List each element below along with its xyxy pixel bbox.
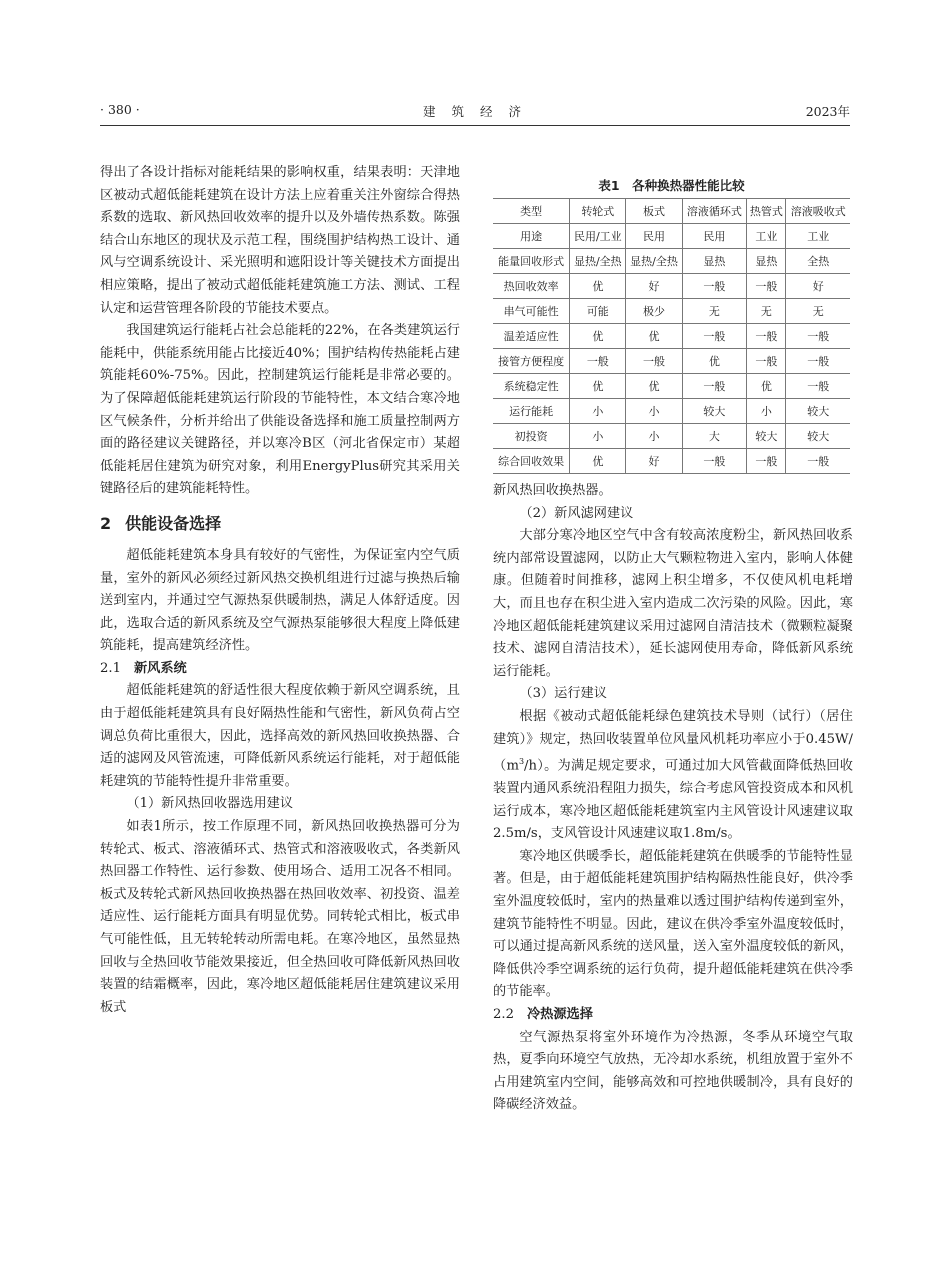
- table-cell: 小: [626, 424, 682, 449]
- table-cell: 优: [626, 324, 682, 349]
- table-cell: 极少: [626, 299, 682, 324]
- table-cell: 系统稳定性: [493, 374, 570, 399]
- paragraph-part: /h）。为满足规定要求，可通过加大风管截面降低热回收装置内通风系统沿程阻力损失，综合考虑风管投资成本和风机运行成本，寒冷地区超低能耗建筑室内主风管设计风速建议取2.5m/s，支风管设计风速建议取1.8m/s。: [493, 758, 853, 842]
- table-cell: 接管方便程度: [493, 349, 570, 374]
- table-cell: 显热: [747, 249, 786, 274]
- table-cell: 好: [786, 274, 850, 299]
- table-cell: 显热: [682, 249, 747, 274]
- table-1: [493, 178, 850, 474]
- table-cell: 串气可能性: [493, 299, 570, 324]
- table-row: [493, 349, 850, 374]
- table-header-row: [493, 199, 850, 224]
- table-header-cell: 溶液循环式: [682, 199, 747, 224]
- header-rule: [100, 125, 850, 126]
- table-header-cell: 热管式: [747, 199, 786, 224]
- table-row: [493, 399, 850, 424]
- table-header-cell: 溶液吸收式: [786, 199, 850, 224]
- table-header-cell: 转轮式: [570, 199, 626, 224]
- paragraph-part: 根据《被动式超低能耗绿色建筑技术导则（试行）（居住建筑）》规定，热回收装置单位风量风机耗功率应小于0.45W/（m: [493, 708, 853, 774]
- sub-heading: （1）新风热回收器选用建议: [126, 796, 294, 812]
- table-row: [493, 224, 850, 249]
- table-cell: 显热/全热: [570, 249, 626, 274]
- sub-heading: （3）运行建议: [519, 686, 607, 702]
- table-cell: 优: [570, 274, 626, 299]
- table-title: 表1 各种换热器性能比较: [598, 178, 745, 193]
- table-cell: 民用: [626, 224, 682, 249]
- table-cell: 小: [570, 424, 626, 449]
- subsection-title: 新风系统: [134, 660, 187, 676]
- table-cell: 较大: [747, 424, 786, 449]
- table-row: [493, 424, 850, 449]
- year: 2023年: [805, 104, 850, 119]
- section-heading: [100, 511, 460, 537]
- table-row: [493, 374, 850, 399]
- page-number: · 380 ·: [100, 102, 140, 117]
- paragraph: 新风热回收换热器。: [493, 483, 612, 498]
- table-row: [493, 324, 850, 349]
- table-cell: 一般: [747, 349, 786, 374]
- table-cell: 优: [626, 374, 682, 399]
- subsection-heading: [493, 1004, 853, 1027]
- paragraph: 我国建筑运行能耗占社会总能耗的22%，在各类建筑运行能耗中，供能系统用能占比接近40%；围护结构传热能耗占建筑能耗60%-75%。因此，控制建筑运行能耗是非常必要的。为了保障超低能耗建筑运行阶段的节能特性，本文结合寒冷地区气候条件，分析并给出了供能设备选择和施工质量控制两方面的路径建议关键路径，并以寒冷B区（河北省保定市）某超低能耗居住建筑为研究对象，利用EnergyPlus研究其采用关键路径后的建筑能耗特性。: [100, 323, 460, 497]
- table-row: [493, 449, 850, 474]
- section-number: 2: [100, 513, 112, 533]
- table-cell: 好: [626, 449, 682, 474]
- table-cell: 一般: [786, 374, 850, 399]
- table-cell: 一般: [682, 374, 747, 399]
- table-cell: 一般: [747, 324, 786, 349]
- table-cell: 小: [747, 399, 786, 424]
- table-cell: 一般: [682, 274, 747, 299]
- paragraph: 空气源热泵将室外环境作为冷热源，冬季从环境空气取热，夏季向环境空气放热，无冷却水系统，机组放置于室外不占用建筑室内空间，能够高效和可控地供暖制冷，具有良好的降碳经济效益。: [493, 1029, 853, 1113]
- table-cell: 初投资: [493, 424, 570, 449]
- right-column: [493, 480, 853, 1117]
- paragraph: 大部分寒冷地区空气中含有较高浓度粉尘，新风热回收系统内部常设置滤网，以防止大气颗粒物进入室内，影响人体健康。但随着时间推移，滤网上积尘增多，不仅使风机电耗增大，而且也存在积尘进入室内造成二次污染的风险。因此，寒冷地区超低能耗建筑建议采用过滤网自清洁技术（微颗粒凝聚技术、滤网自清洁技术），延长滤网使用寿命，降低新风系统运行能耗。: [493, 528, 853, 679]
- table-cell: 工业: [786, 224, 850, 249]
- table-cell: 一般: [786, 349, 850, 374]
- left-column: [100, 162, 460, 1019]
- table-row: [493, 299, 850, 324]
- table-cell: 好: [626, 274, 682, 299]
- table-cell: 一般: [747, 449, 786, 474]
- table-cell: 热回收效率: [493, 274, 570, 299]
- table-cell: 无: [682, 299, 747, 324]
- paragraph: 寒冷地区供暖季长，超低能耗建筑在供暖季的节能特性显著。但是，由于超低能耗建筑围护结构隔热性能良好，供冷季室外温度较低时，室内的热量难以透过围护结构传递到室外，建筑节能特性不明显。因此，建议在供冷季室外温度较低时，可以通过提高新风系统的送风量，送入室外温度较低的新风，降低供冷季空调系统的运行负荷，提升超低能耗建筑在供冷季的节能率。: [493, 848, 853, 1000]
- table-cell: 小: [570, 399, 626, 424]
- table-row: [493, 249, 850, 274]
- sub-heading: （2）新风滤网建议: [519, 505, 634, 521]
- table-cell: 优: [747, 374, 786, 399]
- table-cell: 无: [747, 299, 786, 324]
- table-cell: 显热/全热: [626, 249, 682, 274]
- table-row: [493, 274, 850, 299]
- paragraph: 超低能耗建筑本身具有较好的气密性，为保证室内空气质量，室外的新风必须经过新风热交换机组进行过滤与换热后输送到室内，并通过空气源热泵供暖制热，满足人体舒适度。因此，选取合适的新风系统及空气源热泵能够很大程度上降低建筑能耗，提高建筑经济性。: [100, 547, 460, 654]
- subsection-title: 冷热源选择: [527, 1007, 593, 1023]
- table-cell: 一般: [682, 449, 747, 474]
- heat-exchanger-table: [493, 198, 850, 474]
- table-cell: 一般: [786, 449, 850, 474]
- superscript: 3: [518, 757, 525, 767]
- journal-name: 建 筑 经 济: [423, 104, 527, 119]
- table-cell: 用途: [493, 224, 570, 249]
- table-cell: 优: [570, 374, 626, 399]
- paragraph: 得出了各设计指标对能耗结果的影响权重，结果表明：天津地区被动式超低能耗建筑在设计方法上应着重关注外窗综合得热系数的选取、新风热回收效率的提升以及外墙传热系数。陈强结合山东地区的现状及示范工程，围绕围护结构热工设计、通风与空调系统设计、采光照明和遮阳设计等关键技术方面提出相应策略，提出了被动式超低能耗建筑施工方法、测试、工程认定和运营管理各阶段的节能技术要点。: [100, 165, 460, 316]
- table-cell: 优: [682, 349, 747, 374]
- table-cell: 优: [570, 449, 626, 474]
- subsection-heading: [100, 658, 460, 681]
- table-cell: 运行能耗: [493, 399, 570, 424]
- table-cell: 一般: [682, 324, 747, 349]
- table-cell: 较大: [682, 399, 747, 424]
- table-cell: 综合回收效果: [493, 449, 570, 474]
- table-cell: 小: [626, 399, 682, 424]
- table-cell: 较大: [786, 399, 850, 424]
- table-cell: 大: [682, 424, 747, 449]
- table-cell: 无: [786, 299, 850, 324]
- table-cell: 可能: [570, 299, 626, 324]
- page-header: [100, 102, 850, 122]
- table-cell: 全热: [786, 249, 850, 274]
- table-cell: 一般: [626, 349, 682, 374]
- paragraph: [493, 706, 853, 846]
- table-cell: 一般: [747, 274, 786, 299]
- subsection-number: 2.1: [100, 660, 121, 676]
- table-cell: 一般: [786, 324, 850, 349]
- table-cell: 工业: [747, 224, 786, 249]
- table-cell: 较大: [786, 424, 850, 449]
- paragraph: 如表1所示，按工作原理不同，新风热回收换热器可分为转轮式、板式、溶液循环式、热管式和溶液吸收式，各类新风热回器工作特性、运行参数、使用场合、适用工况各不相同。板式及转轮式新风热回收换热器在热回收效率、初投资、温差适应性、运行能耗方面具有明显优势。同转轮式相比，板式串气可能性低，且无转轮转动所需电耗。在寒冷地区，虽然显热回收与全热回收节能效果接近，但全热回收可降低新风热回收装置的结霜概率，因此，寒冷地区超低能耗居住建筑建议采用板式: [100, 819, 460, 1015]
- table-cell: 能量回收形式: [493, 249, 570, 274]
- table-header-cell: 板式: [626, 199, 682, 224]
- table-cell: 一般: [570, 349, 626, 374]
- paragraph: 超低能耗建筑的舒适性很大程度依赖于新风空调系统，且由于超低能耗建筑具有良好隔热性能和气密性，新风负荷占空调总负荷比重很大，因此，选择高效的新风热回收换热器、合适的滤网及风管流速，可降低新风系统运行能耗，对于超低能耗建筑的节能特性提升非常重要。: [100, 683, 460, 789]
- table-cell: 民用/工业: [570, 224, 626, 249]
- table-cell: 民用: [682, 224, 747, 249]
- table-cell: 温差适应性: [493, 324, 570, 349]
- table-cell: 优: [570, 324, 626, 349]
- section-title: 供能设备选择: [125, 513, 222, 533]
- table-header-cell: 类型: [493, 199, 570, 224]
- subsection-number: 2.2: [493, 1007, 514, 1023]
